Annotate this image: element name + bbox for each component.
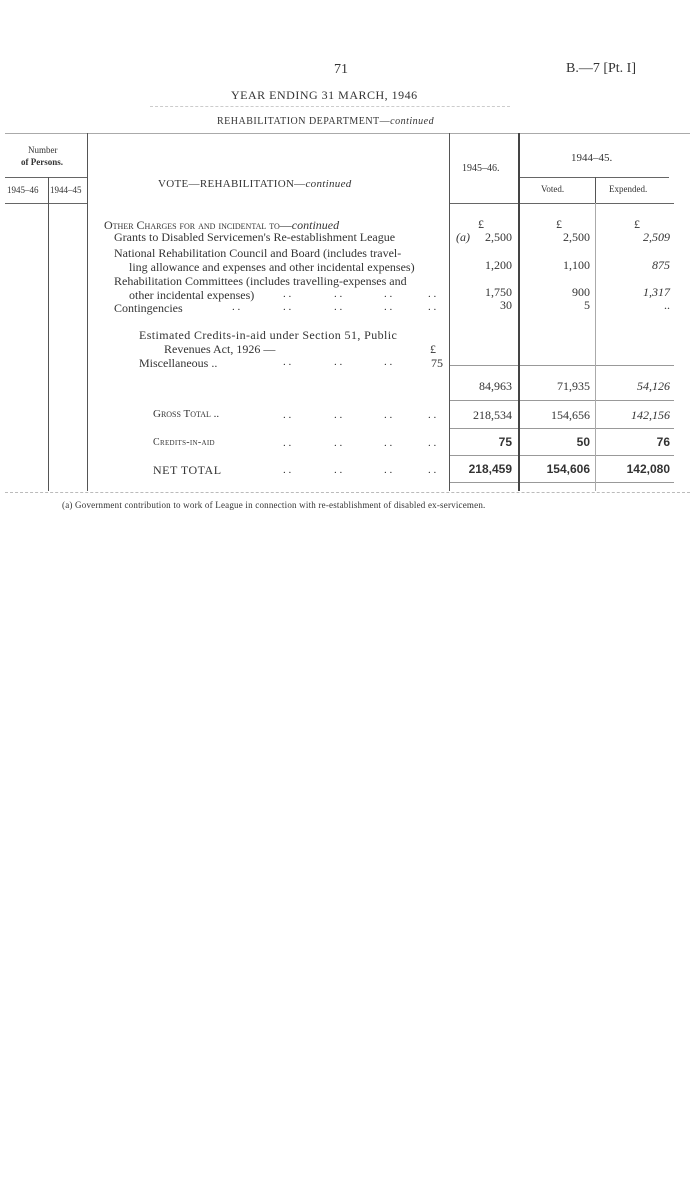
header-rule — [150, 106, 510, 107]
net-total-expended: 142,080 — [626, 462, 670, 476]
subtotal-expended: 54,126 — [637, 379, 670, 393]
credits-leader-dots: . . — [283, 356, 292, 368]
item-leader-dots: . . — [232, 301, 241, 313]
credits-description-cont: Revenues Act, 1926 — — [164, 342, 276, 356]
net-leader-dots: . . — [428, 464, 437, 476]
voted-head-divider — [595, 177, 596, 203]
credits-leader-dots: . . — [283, 437, 292, 449]
section-heading-text: Other Charges for and incidental to— — [104, 218, 292, 232]
item-estimate: 1,200 — [485, 258, 512, 272]
estimate-pound-sign: £ — [478, 217, 484, 231]
net-total-estimate: 218,459 — [468, 462, 512, 476]
item-estimate: 2,500 — [485, 230, 512, 244]
gross-total-label: Gross Total .. — [153, 408, 220, 420]
description-col-edge — [449, 133, 450, 491]
expended-header: Expended. — [609, 184, 648, 194]
gross-leader-dots: . . — [283, 409, 292, 421]
subtotal-bottom-rule — [449, 400, 674, 401]
persons-divider-rule — [5, 177, 87, 178]
item-description: Contingencies — [114, 301, 183, 315]
credits-leader-dots: . . — [384, 356, 393, 368]
net-leader-dots: . . — [384, 464, 393, 476]
persons-year-1945: 1945–46 — [7, 185, 39, 195]
item-description-cont: ling allowance and expenses and other incidental expenses) — [129, 260, 415, 274]
item-description: Rehabilitation Committees (includes travelling-expenses and — [114, 274, 407, 288]
credits-miscellaneous: Miscellaneous .. — [139, 356, 218, 370]
gross-leader-dots: . . — [428, 409, 437, 421]
amounts-head-rule — [449, 203, 674, 204]
item-description: National Rehabilitation Council and Board (includes travel- — [114, 246, 402, 260]
page-reference: B.—7 [Pt. I] — [566, 61, 636, 76]
subtotal-voted: 71,935 — [557, 379, 590, 393]
item-estimate: 30 — [500, 298, 512, 312]
footnote: (a) Government contribution to work of League in connection with re-establishment of disabled ex-servicemen. — [62, 500, 486, 510]
persons-head-rule — [5, 203, 87, 204]
credits-leader-dots: . . — [384, 437, 393, 449]
voted-header: Voted. — [541, 184, 565, 194]
net-rule — [449, 482, 674, 483]
credits-in-aid-label: Credits-in-aid — [153, 437, 215, 448]
voted-col-edge — [595, 203, 596, 491]
item-description: Grants to Disabled Servicemen's Re-establishment League — [114, 230, 396, 244]
credits-leader-dots: . . — [334, 437, 343, 449]
persons-col-edge — [87, 133, 88, 491]
credits-leader-dots: . . — [334, 356, 343, 368]
department-name: REHABILITATION DEPARTMENT— — [217, 116, 391, 127]
persons-header-line1: Number — [28, 145, 58, 155]
net-leader-dots: . . — [283, 464, 292, 476]
years-divider-rule — [519, 177, 669, 178]
department-title — [217, 116, 434, 127]
department-continued: continued — [390, 116, 435, 127]
credits-in-aid-expended: 76 — [656, 435, 670, 449]
item-expended: .. — [664, 298, 670, 312]
year-title: YEAR ENDING 31 MARCH, 1946 — [231, 88, 418, 102]
credits-in-aid-estimate: 75 — [498, 435, 512, 449]
persons-col-divider — [48, 177, 49, 491]
item-voted: 5 — [584, 298, 590, 312]
item-voted: 2,500 — [563, 230, 590, 244]
item-leader-dots: . . — [283, 288, 292, 300]
item-note-marker: (a) — [456, 230, 470, 244]
gross-leader-dots: . . — [334, 409, 343, 421]
credits-in-aid-voted: 50 — [576, 435, 590, 449]
table-bottom-rule — [5, 492, 690, 493]
credits-rule — [449, 455, 674, 456]
item-expended: 1,317 — [643, 285, 670, 299]
persons-year-1944: 1944–45 — [50, 185, 82, 195]
item-description-cont: other incidental expenses) — [129, 288, 255, 302]
gross-leader-dots: . . — [384, 409, 393, 421]
item-leader-dots: . . — [334, 288, 343, 300]
estimate-year-header: 1945–46. — [462, 163, 500, 174]
vote-title-text: VOTE—REHABILITATION— — [158, 178, 306, 190]
page-number: 71 — [334, 62, 348, 77]
section-heading-continued: continued — [291, 218, 340, 232]
gross-rule — [449, 428, 674, 429]
subtotal-rule — [449, 365, 674, 366]
item-leader-dots: . . — [428, 301, 437, 313]
credits-description: Estimated Credits-in-aid under Section 51, Public — [139, 328, 398, 342]
item-expended: 2,509 — [643, 230, 670, 244]
vote-title-continued: continued — [305, 178, 352, 190]
previous-year-header: 1944–45. — [571, 152, 613, 164]
item-leader-dots: . . — [283, 301, 292, 313]
gross-total-estimate: 218,534 — [473, 408, 512, 422]
item-leader-dots: . . — [384, 288, 393, 300]
vote-title — [158, 178, 352, 190]
estimate-col-edge — [518, 133, 520, 491]
item-leader-dots: . . — [334, 301, 343, 313]
credits-leader-dots: . . — [428, 437, 437, 449]
gross-total-expended: 142,156 — [631, 408, 670, 422]
gross-total-voted: 154,656 — [551, 408, 590, 422]
voted-pound-sign: £ — [556, 217, 562, 231]
item-leader-dots: . . — [428, 288, 437, 300]
item-estimate: 1,750 — [485, 285, 512, 299]
persons-header-line2: of Persons. — [21, 157, 63, 167]
net-leader-dots: . . — [334, 464, 343, 476]
table-top-rule — [5, 133, 690, 134]
item-voted: 900 — [572, 285, 590, 299]
item-voted: 1,100 — [563, 258, 590, 272]
credits-miscellaneous-value: 75 — [431, 356, 443, 370]
credits-pound-sign: £ — [430, 342, 436, 356]
expended-pound-sign: £ — [634, 217, 640, 231]
subtotal-estimate: 84,963 — [479, 379, 512, 393]
item-leader-dots: . . — [384, 301, 393, 313]
net-total-voted: 154,606 — [546, 462, 590, 476]
item-expended: 875 — [652, 258, 670, 272]
net-total-label: NET TOTAL — [153, 463, 222, 477]
